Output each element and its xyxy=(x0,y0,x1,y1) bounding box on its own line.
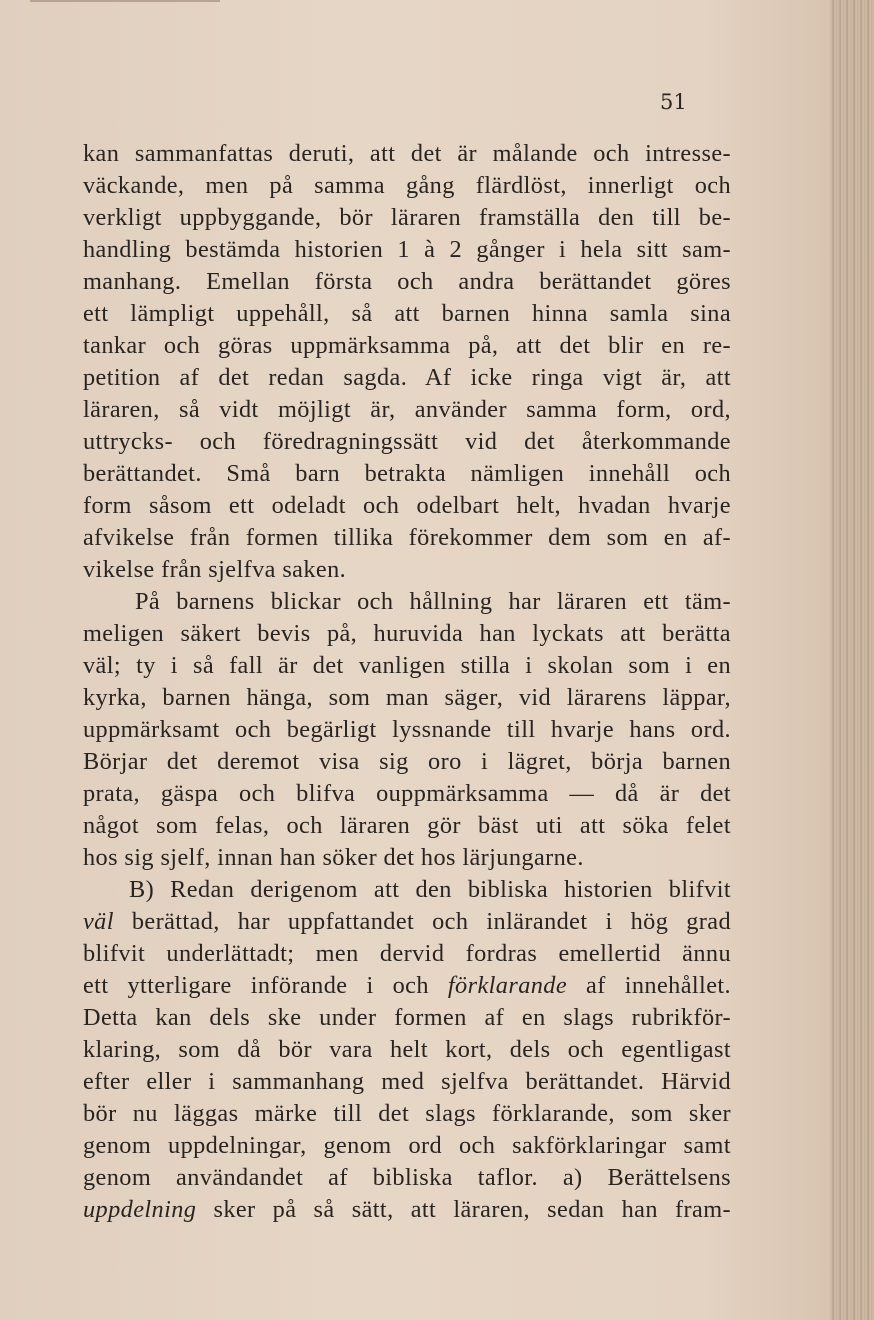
text-span: ett ytterligare införande i och xyxy=(83,972,448,999)
page-number: 51 xyxy=(660,90,687,114)
text-span: sker på så sätt, att läraren, sedan han fram- xyxy=(196,1196,731,1223)
text-line: uttrycks- och föredragningssätt vid det återkommande xyxy=(83,428,731,455)
text-line: kyrka, barnen hänga, som man säger, vid lärarens läppar, xyxy=(83,684,731,711)
text-line: genom användandet af bibliska taflor. a) Berättelsens xyxy=(83,1164,731,1191)
text-span: af innehållet. xyxy=(567,972,731,999)
text-line: efter eller i sammanhang med sjelfva berättandet. Härvid xyxy=(83,1068,731,1095)
text-line: bör nu läggas märke till det slags förklarande, som sker xyxy=(83,1100,731,1127)
text-line: Detta kan dels ske under formen af en slags rubrikför- xyxy=(83,1004,731,1031)
text-line: Börjar det deremot visa sig oro i lägret, börja barnen xyxy=(83,748,731,775)
text-line: meligen säkert bevis på, huruvida han lyckats att berätta xyxy=(83,620,731,647)
text-line: prata, gäspa och blifva ouppmärksamma — då är det xyxy=(83,780,731,807)
page-top-rule xyxy=(30,0,220,2)
text-line: väckande, men på samma gång flärdlöst, innerligt och xyxy=(83,172,731,199)
text-line: berättandet. Små barn betrakta nämligen innehåll och xyxy=(83,460,731,487)
text-line: väl; ty i så fall är det vanligen stilla i skolan som i en xyxy=(83,652,731,679)
text-line: form såsom ett odeladt och odelbart helt, hvadan hvarje xyxy=(83,492,731,519)
text-line: verkligt uppbyggande, bör läraren framställa den till be- xyxy=(83,204,731,231)
text-line: ett lämpligt uppehåll, så att barnen hinna samla sina xyxy=(83,300,731,327)
text-line: uppmärksamt och begärligt lyssnande till hvarje hans ord. xyxy=(83,716,731,743)
text-span: berättad, har uppfattandet och inlärandet i hög grad xyxy=(113,908,731,935)
text-line: petition af det redan sagda. Af icke ringa vigt är, att xyxy=(83,364,731,391)
italic-text: väl xyxy=(83,908,114,935)
text-line: vikelse från sjelfva saken. xyxy=(83,556,347,583)
text-line: blifvit underlättadt; men dervid fordras emellertid ännu xyxy=(83,940,731,967)
text-line: handling bestämda historien 1 à 2 gånger i hela sitt sam- xyxy=(83,236,731,263)
text-line xyxy=(83,1194,731,1226)
text-line: tankar och göras uppmärksamma på, att det blir en re- xyxy=(83,332,731,359)
text-line: läraren, så vidt möjligt är, använder samma form, ord, xyxy=(83,396,731,423)
italic-text: förklarande xyxy=(447,972,568,999)
page-edge-shadow xyxy=(830,0,874,1320)
text-line: afvikelse från formen tillika förekommer dem som en af- xyxy=(83,524,731,551)
text-line: kan sammanfattas deruti, att det är målande och intresse- xyxy=(83,140,731,167)
text-line: På barnens blickar och hållning har läraren ett täm- xyxy=(135,588,731,615)
text-line xyxy=(83,970,731,1002)
text-line: något som felas, och läraren gör bäst uti att söka felet xyxy=(83,812,731,839)
italic-text: uppdelning xyxy=(83,1196,197,1223)
text-line: hos sig sjelf, innan han söker det hos lärjungarne. xyxy=(83,844,584,871)
text-line: genom uppdelningar, genom ord och sakförklaringar samt xyxy=(83,1132,731,1159)
text-line: klaring, som då bör vara helt kort, dels och egentligast xyxy=(83,1036,731,1063)
text-line xyxy=(83,906,731,938)
text-line: manhang. Emellan första och andra berättandet göres xyxy=(83,268,731,295)
body-text xyxy=(83,138,731,1226)
text-line: B) Redan derigenom att den bibliska historien blifvit xyxy=(129,876,731,903)
